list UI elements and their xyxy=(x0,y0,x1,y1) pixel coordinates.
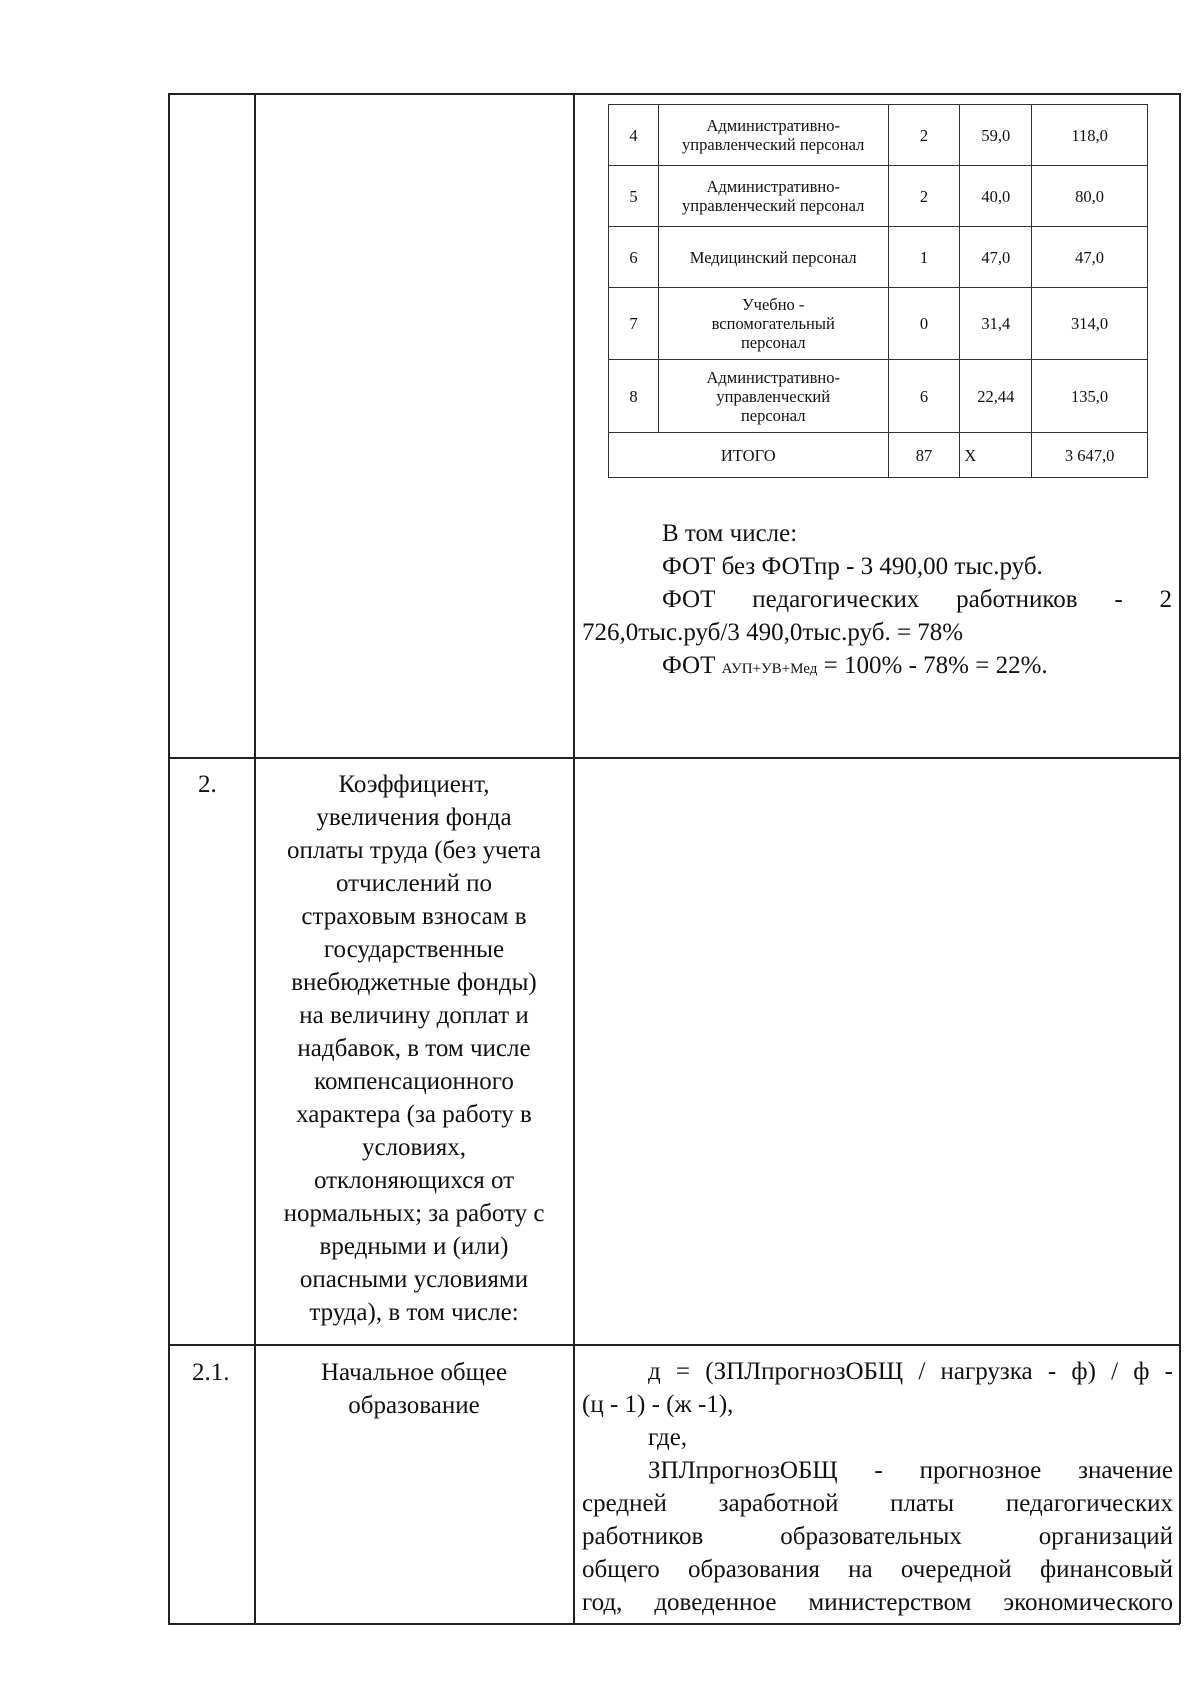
title-line: нормальных; за работу с xyxy=(283,1200,545,1227)
staff-fund: 80,0 xyxy=(1032,166,1148,227)
table-row xyxy=(609,166,1148,227)
including-text: В том числе: xyxy=(662,520,798,547)
title-line: характера (за работу в xyxy=(296,1101,532,1128)
title-line: отчислений по xyxy=(336,870,492,897)
table-row xyxy=(609,105,1148,166)
title-line: государственные xyxy=(323,936,505,963)
row-divider-2 xyxy=(168,1344,1180,1346)
title-line: страховым взносам в xyxy=(301,903,527,930)
section2-title xyxy=(258,768,570,1329)
staff-count: 0 xyxy=(888,288,960,360)
total-row xyxy=(609,433,1148,478)
table-bottom-border xyxy=(168,1623,1180,1625)
row-number: 7 xyxy=(609,288,659,360)
total-label: ИТОГО xyxy=(609,433,889,478)
staff-category: Учебно - вспомогательный персонал xyxy=(658,288,888,360)
ped-line-2: 726,0тыс.руб/3 490,0тыс.руб. = 78% xyxy=(582,619,964,646)
title-line: внебюджетные фонды) xyxy=(291,969,537,996)
col-border-title xyxy=(573,93,575,1624)
row-number: 4 xyxy=(609,105,659,166)
section2-number: 2. xyxy=(198,771,217,798)
table-row xyxy=(609,360,1148,433)
staff-category: Административно- управленческий персонал xyxy=(658,105,888,166)
title-line: опасными условиями xyxy=(299,1266,529,1293)
title-line: условиях, xyxy=(361,1134,466,1161)
col-border-right xyxy=(1179,93,1181,1624)
section21-number: 2.1. xyxy=(192,1359,230,1386)
desc-line: ЗПЛпрогнозОБЩ - прогнозное значение xyxy=(648,1457,1173,1484)
staff-count: 2 xyxy=(888,166,960,227)
title-line: вредными и (или) xyxy=(319,1233,509,1260)
title-line: отклоняющихся от xyxy=(313,1167,515,1194)
title-line: оплаты труда (без учета xyxy=(287,837,541,864)
aup-subscript: АУП+УВ+Мед xyxy=(721,661,818,677)
formula-line-1: д = (ЗПЛпрогнозОБЩ / нагрузка - ф) / ф - xyxy=(648,1358,1173,1385)
staff-salary: 40,0 xyxy=(960,166,1032,227)
desc-line: год, доведенное министерством экономического xyxy=(582,1589,1173,1616)
col-border-number xyxy=(254,93,256,1624)
staff-category: Административно- управленческий персонал xyxy=(658,360,888,433)
total-salary: Х xyxy=(960,433,1032,478)
total-count: 87 xyxy=(888,433,960,478)
staff-count: 1 xyxy=(888,227,960,288)
staff-salary: 59,0 xyxy=(960,105,1032,166)
where-label: где, xyxy=(648,1424,688,1451)
staff-count: 6 xyxy=(888,360,960,433)
desc-line: средней заработной платы педагогических xyxy=(582,1490,1173,1517)
staff-category: Административно- управленческий персонал xyxy=(658,166,888,227)
staff-fund: 47,0 xyxy=(1032,227,1148,288)
title-line: на величину доплат и xyxy=(299,1002,529,1029)
staff-salary: 22,44 xyxy=(960,360,1032,433)
title-line: увеличения фонда xyxy=(316,804,512,831)
staff-salary: 47,0 xyxy=(960,227,1032,288)
row-number: 8 xyxy=(609,360,659,433)
title-line: надбавок, в том числе xyxy=(297,1035,531,1062)
aup-rest: = 100% - 78% = 22%. xyxy=(817,652,1048,679)
title-line: компенсационного xyxy=(314,1068,514,1095)
row-divider-1 xyxy=(168,757,1180,759)
aup-prefix: ФОТ xyxy=(662,652,716,679)
fot-line: ФОТ без ФОТпр - 3 490,00 тыс.руб. xyxy=(662,553,1043,580)
staff-category: Медицинский персонал xyxy=(658,227,888,288)
table-top-border xyxy=(168,93,1180,95)
section21-title xyxy=(258,1356,570,1422)
table-row xyxy=(609,227,1148,288)
col-border-left xyxy=(168,93,170,1624)
staff-fund: 135,0 xyxy=(1032,360,1148,433)
total-fund: 3 647,0 xyxy=(1032,433,1148,478)
ped-line-1: ФОТ педагогических работников - 2 xyxy=(662,586,1172,613)
title-line: Начальное общее xyxy=(320,1359,508,1386)
formula-line-2: (ц - 1) - (ж -1), xyxy=(582,1391,734,1418)
title-line: Коэффициент, xyxy=(338,771,490,798)
staff-fund: 314,0 xyxy=(1032,288,1148,360)
staff-count: 2 xyxy=(888,105,960,166)
row-number: 5 xyxy=(609,166,659,227)
title-line: образование xyxy=(348,1392,480,1419)
desc-line: общего образования на очередной финансовый xyxy=(582,1556,1173,1583)
row-number: 6 xyxy=(609,227,659,288)
staff-salary: 31,4 xyxy=(960,288,1032,360)
aup-line xyxy=(662,650,1048,686)
title-line: труда), в том числе: xyxy=(309,1299,519,1326)
staff-fund: 118,0 xyxy=(1032,105,1148,166)
table-row xyxy=(609,288,1148,360)
desc-line: работников образовательных организаций xyxy=(582,1523,1173,1550)
staff-table xyxy=(608,104,1148,478)
